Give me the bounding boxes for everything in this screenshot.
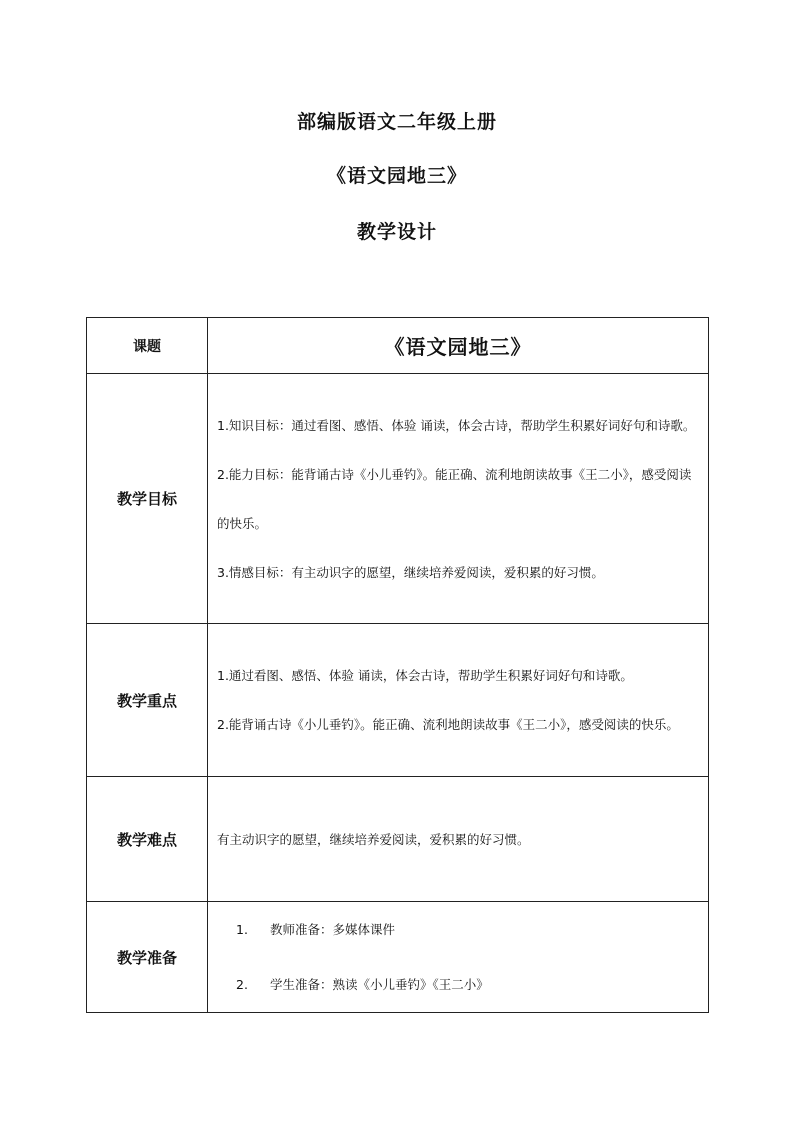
- prep-cell: [208, 902, 709, 1013]
- difficulty-cell: [208, 777, 709, 902]
- topic-value: 《语文园地三》: [208, 318, 709, 374]
- topic-label: 课题: [87, 318, 208, 374]
- list-number: 1.: [236, 922, 248, 937]
- keypoint-item: 2.能背诵古诗《小儿垂钓》。能正确、流利地朗读故事《王二小》，感受阅读的快乐。: [217, 717, 679, 732]
- keypoints-label: 教学重点: [87, 624, 208, 777]
- goal-item: 1.知识目标：通过看图、感悟、体验 诵读，体会古诗，帮助学生积累好词好句和诗歌。: [217, 417, 696, 433]
- prep-item-text: 学生准备：熟读《小儿垂钓》《王二小》: [270, 977, 489, 992]
- goal-item: 3.情感目标：有主动识字的愿望，继续培养爱阅读，爱积累的好习惯。: [217, 564, 604, 580]
- difficulty-label: 教学难点: [87, 777, 208, 902]
- table-row-goals: [87, 374, 709, 624]
- lesson-title: 《语文园地三》: [326, 165, 467, 187]
- keypoints-cell: [208, 624, 709, 777]
- document-title: 部编版语文二年级上册: [296, 111, 497, 133]
- goal-item: 2.能力目标：能背诵古诗《小儿垂钓》。能正确、流利地朗读故事《王二小》，感受阅读的快乐。: [217, 466, 692, 531]
- prep-item-text: 教师准备：多媒体课件: [270, 922, 396, 937]
- goals-cell: [208, 374, 709, 624]
- document-subtitle: 教学设计: [356, 221, 437, 243]
- lesson-plan-table: [86, 317, 709, 1013]
- list-item: [236, 902, 708, 957]
- table-row-prep: [87, 902, 709, 1013]
- table-row-difficulty: [87, 777, 709, 902]
- goals-label: 教学目标: [87, 374, 208, 624]
- difficulty-text: 有主动识字的愿望，继续培养爱阅读，爱积累的好习惯。: [217, 831, 530, 847]
- table-row-keypoints: [87, 624, 709, 777]
- list-number: 2.: [236, 977, 248, 992]
- prep-label: 教学准备: [87, 902, 208, 1013]
- table-row-topic: [87, 318, 709, 374]
- keypoint-item: 1.通过看图、感悟、体验 诵读，体会古诗，帮助学生积累好词好句和诗歌。: [217, 668, 633, 683]
- prep-list: [208, 902, 708, 1012]
- list-item: [236, 957, 708, 1012]
